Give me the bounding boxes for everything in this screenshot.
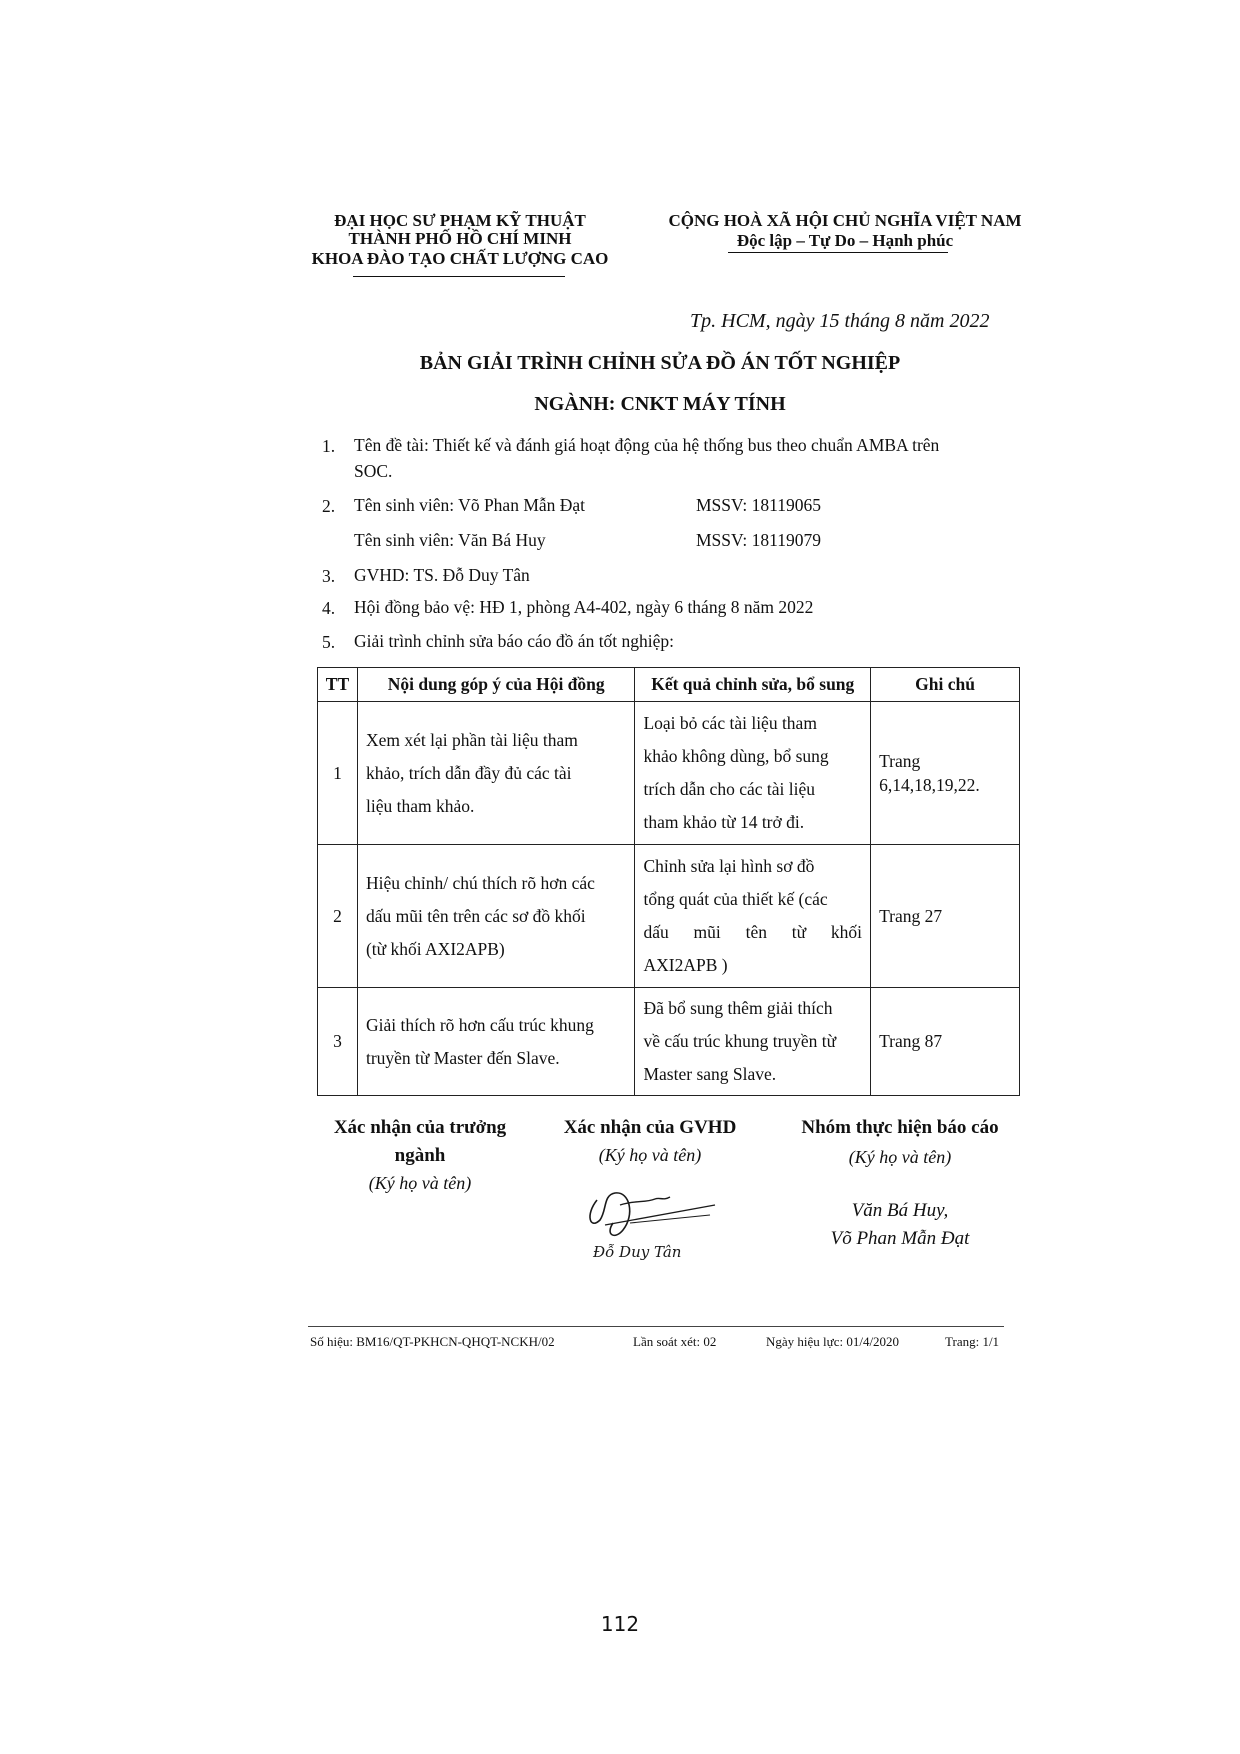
motto-underline bbox=[728, 252, 948, 253]
item-topic-line1: Tên đề tài: Thiết kế và đánh giá hoạt động của hệ thống bus theo chuẩn AMBA trên bbox=[354, 435, 940, 455]
document-subtitle: NGÀNH: CNKT MÁY TÍNH bbox=[534, 393, 786, 415]
table-header-row bbox=[318, 668, 1020, 702]
result-cell: Chỉnh sửa lại hình sơ đồ tổng quát của thiết kế (các dấu mũi tên từ khối AXI2APB ) bbox=[635, 845, 871, 988]
row-number: 1 bbox=[318, 702, 358, 845]
feedback-cell: Hiệu chỉnh/ chú thích rõ hơn các dấu mũi tên trên các sơ đồ khối (từ khối AXI2APB) bbox=[357, 845, 635, 988]
student-2-name: Tên sinh viên: Văn Bá Huy bbox=[354, 530, 546, 550]
footer-divider bbox=[308, 1326, 1004, 1327]
country-name: CỘNG HOÀ XÃ HỘI CHỦ NGHĨA VIỆT NAM bbox=[668, 211, 1022, 230]
advisor-signature bbox=[575, 1175, 720, 1265]
dept-head-approval-title: Xác nhận của trưởng bbox=[333, 1117, 507, 1138]
advisor: GVHD: TS. Đỗ Duy Tân bbox=[354, 565, 530, 585]
feedback-cell: Giải thích rõ hơn cấu trúc khung truyền từ Master đến Slave. bbox=[357, 988, 635, 1096]
item-topic-line2: SOC. bbox=[354, 461, 393, 481]
page-number: 112 bbox=[600, 1612, 640, 1636]
result-cell: Loại bỏ các tài liệu tham khảo không dùng, bổ sung trích dẫn cho các tài liệu tham khảo từ 14 trở đi. bbox=[635, 702, 871, 845]
team-member-1: Văn Bá Huy, bbox=[851, 1200, 949, 1221]
header-note: Ghi chú bbox=[871, 668, 1020, 702]
city-name: THÀNH PHỐ HỒ CHÍ MINH bbox=[348, 229, 572, 248]
motto: Độc lập – Tự Do – Hạnh phúc bbox=[736, 231, 954, 250]
table-row bbox=[318, 702, 1020, 845]
item-number-1: 1. bbox=[322, 436, 336, 456]
student-1-id: MSSV: 18119065 bbox=[696, 495, 821, 515]
student-1-name: Tên sinh viên: Võ Phan Mẫn Đạt bbox=[354, 495, 586, 515]
revision-table bbox=[317, 667, 1020, 1096]
row-number: 2 bbox=[318, 845, 358, 988]
row-number: 3 bbox=[318, 988, 358, 1096]
header-tt: TT bbox=[318, 668, 358, 702]
header-result: Kết quả chỉnh sửa, bổ sung bbox=[635, 668, 871, 702]
form-code: Số hiệu: BM16/QT-PKHCN-QHQT-NCKH/02 bbox=[310, 1334, 555, 1349]
team-member-2: Võ Phan Mẫn Đạt bbox=[830, 1228, 970, 1249]
item-number-2: 2. bbox=[322, 496, 336, 516]
date-line: Tp. HCM, ngày 15 tháng 8 năm 2022 bbox=[690, 310, 990, 332]
note-cell: Trang 87 bbox=[871, 988, 1020, 1096]
item-number-3: 3. bbox=[322, 566, 336, 586]
dept-head-approval-title-2: ngành bbox=[394, 1145, 446, 1166]
table-row bbox=[318, 845, 1020, 988]
advisor-signature-name: Đỗ Duy Tân bbox=[593, 1243, 682, 1261]
faculty-name: KHOA ĐÀO TẠO CHẤT LƯỢNG CAO bbox=[311, 249, 609, 268]
advisor-approval-title: Xác nhận của GVHD bbox=[563, 1117, 737, 1138]
team-title: Nhóm thực hiện báo cáo bbox=[801, 1117, 999, 1138]
document-title: BẢN GIẢI TRÌNH CHỈNH SỬA ĐỒ ÁN TỐT NGHIỆP bbox=[419, 352, 901, 374]
form-page: Trang: 1/1 bbox=[945, 1334, 1000, 1349]
result-cell: Đã bổ sung thêm giải thích về cấu trúc khung truyền từ Master sang Slave. bbox=[635, 988, 871, 1096]
revision-intro: Giải trình chỉnh sửa báo cáo đồ án tốt nghiệp: bbox=[354, 631, 675, 651]
university-name: ĐẠI HỌC SƯ PHẠM KỸ THUẬT bbox=[334, 211, 586, 230]
header-left-underline bbox=[353, 276, 565, 277]
student-2-id: MSSV: 18119079 bbox=[696, 530, 821, 550]
feedback-cell: Xem xét lại phần tài liệu tham khảo, trích dẫn đầy đủ các tài liệu tham khảo. bbox=[357, 702, 635, 845]
item-number-4: 4. bbox=[322, 598, 336, 618]
note-cell: Trang 27 bbox=[871, 845, 1020, 988]
revision-count: Lần soát xét: 02 bbox=[633, 1334, 717, 1349]
note-cell: Trang 6,14,18,19,22. bbox=[871, 702, 1020, 845]
team-sign-note: (Ký họ và tên) bbox=[848, 1147, 952, 1167]
header-feedback: Nội dung góp ý của Hội đồng bbox=[357, 668, 635, 702]
dept-head-sign-note: (Ký họ và tên) bbox=[368, 1173, 472, 1193]
item-number-5: 5. bbox=[322, 632, 336, 652]
advisor-sign-note: (Ký họ và tên) bbox=[598, 1145, 702, 1165]
effective-date: Ngày hiệu lực: 01/4/2020 bbox=[766, 1334, 900, 1349]
defense-committee: Hội đồng bảo vệ: HĐ 1, phòng A4-402, ngày 6 tháng 8 năm 2022 bbox=[354, 597, 814, 617]
table-row bbox=[318, 988, 1020, 1096]
